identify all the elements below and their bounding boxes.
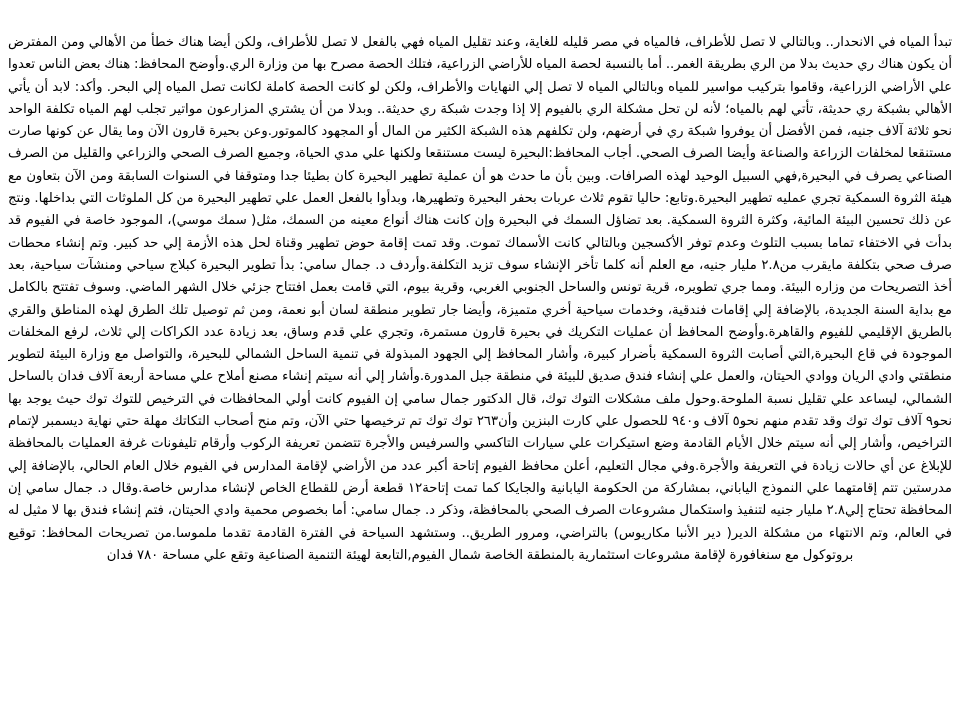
article-body-text: تبدأ المياه في الانحدار.. وبالتالي لا تصل للأطراف، فالمياه في مصر قليله للغاية، وعند تقليل المياه فهي بالفعل لا تصل للأطراف، ولكن أيضا هناك خطأ من الأهالي ومن المفترض أن يكون هناك ري حديث بدلا من الري بطريقة الغمر.. أما بالنسبة لحصة المياه للأراضي الزراعية، فتلك الحصة مصرح بها من وزارة الري.وأوضح المحافظ: هناك بعض الناس تعدوا علي الأراضي الزراعية، وقاموا بتركيب مواسير للمياه وبالتالي المياه لا تصل إلي النهايات والأطراف، ولكن لو كانت الحصة كاملة لكانت تصل المياه إلي البحر. وأكد: لابد أن يأتي الأهالي بشبكة ري حديثة، تأتي لهم بالمياه؛ لأنه لن تحل مشكلة الري بالفيوم إلا إذا وجدت شبكة ري حديثة.. وبدلا من أن يشتري المزارعون مواتير تجلب لهم المياه تكلفة الواحد نحو ثلاثة آلاف جنيه، فمن الأفضل أن يوفروا شبكة ري في أرضهم، ولن تكلفهم هذه الشبكة الكثير من المال أو المجهود كالموتور.وعن بحيرة قارون الآن وما يقال عن كونها صارت مستنقعا لمخلفات الزراعة والصناعة وأيضا الصرف الصحي. أجاب المحافظ:البحيرة ليست مستنقعا ولكنها علي مدي الحياة، وجميع الصرف الصحي والزراعي والقليل من الصرف الصناعي يصرف في البحيرة,فهي السبيل الوحيد لهذه الصرافات. وبين بأن ما حدث هو أن عملية تطهير البحيرة كان بطيئا جدا ومتوقفا في السنوات السابقة ومن الآن بتعاون مع هيئة الثروة السمكية تجري عمليه تطهير البحيرة.وتابع: حاليا تقوم ثلاث عربات بحفر البحيرة وتطهيرها، وبدأوا بالفعل العمل علي تطهير البحيرة من كل الملوثات التي بداخلها. ونتج عن ذلك تحسين البيئة المائية، وكثرة الثروة السمكية. بعد تضاؤل السمك في البحيرة وإن كانت هناك أنواع معينه من السمك، مثل( سمك موسي)، الموجود خاصة في الفيوم قد بدأت في الاختفاء تماما بسبب التلوث وعدم توفر الأكسجين وبالتالي كانت الأسماك تموت. وقد تمت إقامة حوض تطهير وقناة لحل هذه الأزمة إلي حد كبير. وتم إنشاء محطات صرف صحي بتكلفة مايقرب من٢.٨ مليار جنيه، مع العلم أنه كلما تأخر الإنشاء سوف تزيد التكلفة.وأردف د. جمال سامي: بدأ تطوير البحيرة كبلاج سياحي ومنشآت سياحية، بعد أخذ التصريحات من وزاره البيئة. ومما جري تطويره، قرية تونس والساحل الجنوبي الغربي، وقرية بيوم، التي قامت بعمل افتتاح جزئي خلال الشهر الماضي. وسوف تفتتح بالكامل مع بداية السنة الجديدة، بالإضافة إلي إقامات فندقية، وخدمات سياحية أخري متميزة، وأيضا جار تطوير منطقة لسان أبو نعمة، ومن ثم توصيل تلك الطرق لهذه المناطق والقري بالطريق الإقليمي للفيوم والقاهرة.وأوضح المحافظ أن عمليات التكريك في بحيرة قارون مستمرة، وتجري علي قدم وساق، بعد زيادة عدد الكراكات إلي ثلاث، لرفع المخلفات الموجودة في قاع البحيرة,التي أصابت الثروة السمكية بأضرار كبيرة، وأشار المحافظ إلي الجهود المبذولة في تنمية الساحل الشمالي للبحيرة، والتواصل مع وزارة البيئة لتطوير منطقتي وادي الريان ووادي الحيتان، والعمل علي إنشاء فندق صديق للبيئة في منطقة جبل المدورة.وأشار إلي أنه سيتم إنشاء مصنع أملاح علي مساحة أربعة آلاف فدان بالساحل الشمالي، ليساعد علي تقليل نسبة الملوحة.وحول ملف مشكلات التوك توك، قال الدكتور جمال سامي إن الفيوم كانت أولي المحافظات في الترخيص للتوك توك حيث يوجد بها نحو٩ آلاف توك توك وقد تقدم منهم نحو٥ آلاف و٩٤٠ للحصول علي كارت البنزين وأن٢٦٣ توك توك تم ترخيصها حتي الآن، وتم منح أصحاب التكاتك مهلة حتي نهاية ديسمبر لإتمام التراخيص، وأشار إلي أنه سيتم خلال الأيام القادمة وضع استيكرات علي سيارات التاكسي والسرفيس والأجرة تتضمن تعريفة الركوب وأرقام تليفونات غرفة العمليات بالمحافظة للإبلاغ عن أي حالات زيادة في التعريفة والأجرة.وفي مجال التعليم، أعلن محافظ الفيوم إتاحة أكبر عدد من الأراضي لإقامة المدارس في الفيوم خلال العام الحالي، بالإضافة إلي مدرستين تتم إقامتهما علي النموذج الياباني، بمشاركة من الحكومة اليابانية والجايكا كما تمت إتاحة١٢ قطعة أرض للقطاع الخاص لإنشاء مدارس خاصة.وقال د. جمال سامي إن المحافظة تحتاج إلي٢.٨ مليار جنيه لتنفيذ واستكمال مشروعات الصرف الصحي بالمحافظة، وذكر د. جمال سامي: أما بخصوص محمية وادي الحيتان، فتم إنشاء فندق بها لا مثيل له في العالم، وتم الانتهاء من مشكلة الدير( دير الأنبا مكاريوس) بالتراضي، ومرور الطريق.. وستشهد السياحة في الفترة القادمة تقدما ملموسا.من تصريحات المحافظ: توقيع بروتوكول مع سنغافورة لإقامة مشروعات استثمارية بالمنطقة الخاصة شمال الفيوم,التابعة لهيئة التنمية الصناعية وتقع علي مساحة ٧٨٠ فدان	[8, 35, 952, 563]
document-page	[8, 32, 952, 712]
